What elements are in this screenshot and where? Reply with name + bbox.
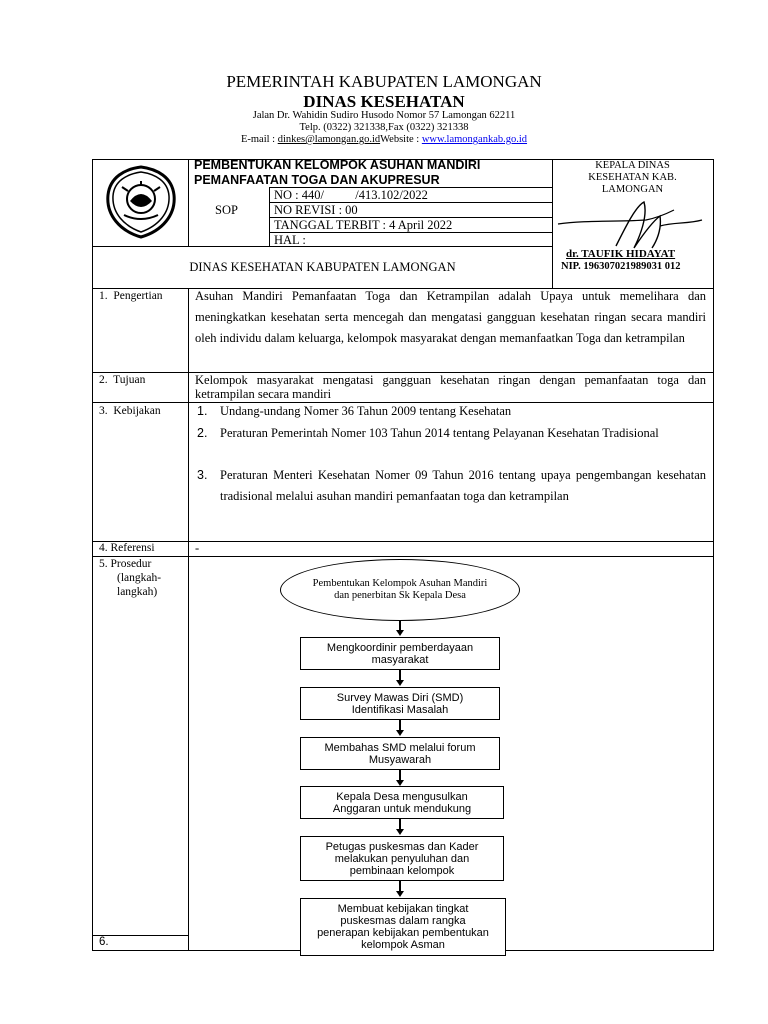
signer-nip: NIP. 196307021989031 012 <box>561 261 681 272</box>
sop-label: SOP <box>215 203 238 217</box>
emblem-logo <box>102 163 180 241</box>
flow-step-2: Survey Mawas Diri (SMD) Identifikasi Masalah <box>300 687 500 720</box>
header-contact <box>0 110 768 146</box>
kebijakan-item-3: Peraturan Menteri Kesehatan Nomer 09 Tahun 2016 tentang upaya pengembangan kesehatan tradisional melalui asuhan mandiri pemanfaatan toga dan ketrampilan <box>220 468 706 503</box>
sop-unit: DINAS KESEHATAN KABUPATEN LAMONGAN <box>189 260 456 274</box>
prosedur-label <box>99 557 161 599</box>
prosedur-label-line1: 5. Prosedur <box>99 558 152 570</box>
pengertian-label: 1. Pengertian <box>99 290 163 302</box>
kebijakan-num-1: 1. <box>197 404 208 418</box>
sop-page: HAL : <box>274 233 306 247</box>
kebijakan-item-1: Undang-undang Nomer 36 Tahun 2009 tentang Kesehatan <box>220 404 512 418</box>
sop-revision: NO REVISI : 00 <box>274 203 358 217</box>
sop-number: NO : 440/ /413.102/2022 <box>274 188 428 202</box>
kebijakan-item-2: Peraturan Pemerintah Nomer 103 Tahun 2014 tentang Pelayanan Kesehatan Tradisional <box>220 426 659 440</box>
header-agency: DINAS KESEHATAN <box>303 92 465 111</box>
pengertian-text: Asuhan Mandiri Pemanfaatan Toga dan Ketrampilan adalah Upaya untuk memelihara dan meningkatkan kesehatan serta mencegah dan mengatasi gangguan kesehatan ringan secara mandiri oleh individu dalam keluarga, kelompok masyarakat dengan memanfaatkan Toga dan ketrampilan <box>195 289 706 345</box>
sop-title-line2: PEMANFAATAN TOGA DAN AKUPRESUR <box>194 173 440 187</box>
email-link[interactable]: dinkes@lamongan.go.id <box>277 134 381 145</box>
flow-arrowhead-5 <box>396 829 404 835</box>
tujuan-label: 2. Tujuan <box>99 374 146 386</box>
flow-arrowhead-6 <box>396 891 404 897</box>
flow-step-3: Membahas SMD melalui forum Musyawarah <box>300 737 500 770</box>
sop-title <box>194 158 550 188</box>
flow-arrowhead-2 <box>396 680 404 686</box>
email-prefix: E-mail : <box>240 134 278 145</box>
flow-start-node: Pembentukan Kelompok Asuhan Mandiri dan penerbitan Sk Kepala Desa <box>280 559 520 621</box>
flow-step-4: Kepala Desa mengusulkan Anggaran untuk mendukung <box>300 786 504 819</box>
row6-label: 6. <box>99 936 109 948</box>
header-phone: Telp. (0322) 321338,Fax (0322) 321338 <box>299 122 469 133</box>
flow-arrowhead-3 <box>396 730 404 736</box>
flow-arrowhead-1 <box>396 630 404 636</box>
referensi-label: 4. Referensi <box>99 542 155 554</box>
header-address: Jalan Dr. Wahidin Sudiro Husodo Nomor 57 Lamongan 62211 <box>252 110 516 121</box>
signer-name: dr. TAUFIK HIDAYAT <box>566 248 676 260</box>
flow-step-6: Membuat kebijakan tingkat puskesmas dalam rangka penerapan kebijakan pembentukan kelompok Asman <box>300 898 506 956</box>
kebijakan-num-3: 3. <box>197 468 208 482</box>
website-prefix: Website : <box>380 134 422 145</box>
prosedur-label-line3: langkah) <box>117 586 158 598</box>
kebijakan-num-2: 2. <box>197 426 208 440</box>
tujuan-text: Kelompok masyarakat mengatasi gangguan kesehatan ringan dengan pemanfaatan toga dan ketrampilan secara mandiri <box>195 373 706 401</box>
prosedur-label-line2: (langkah- <box>117 572 162 584</box>
signature <box>556 196 706 256</box>
kebijakan-label: 3. Kebijakan <box>99 405 161 417</box>
sop-issue-date: TANGGAL TERBIT : 4 April 2022 <box>274 218 453 232</box>
header-government: PEMERINTAH KABUPATEN LAMONGAN <box>226 72 542 91</box>
signer-title-line3: LAMONGAN <box>601 184 664 195</box>
signer-title-line1: KEPALA DINAS <box>595 160 670 171</box>
flow-step-5: Petugas puskesmas dan Kader melakukan penyuluhan dan pembinaan kelompok <box>300 836 504 881</box>
signer-title-line2: KESEHATAN KAB. <box>588 172 677 183</box>
header-email-line <box>0 134 768 146</box>
signer-title <box>552 160 713 196</box>
sop-title-line1: PEMBENTUKAN KELOMPOK ASUHAN MANDIRI <box>194 158 481 172</box>
referensi-text: - <box>195 541 200 555</box>
website-link[interactable]: www.lamongankab.go.id <box>421 134 528 145</box>
flow-step-1: Mengkoordinir pemberdayaan masyarakat <box>300 637 500 670</box>
